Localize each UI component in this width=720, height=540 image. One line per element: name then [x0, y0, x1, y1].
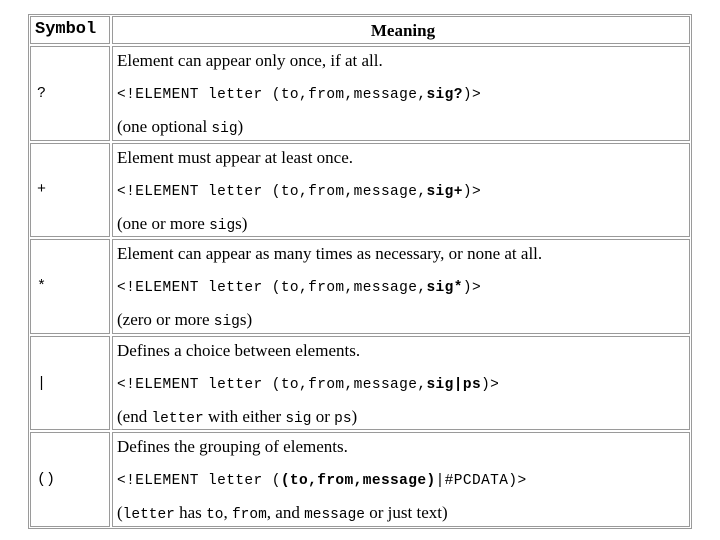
- symbol-cell: +: [30, 143, 110, 238]
- code-example: <!ELEMENT letter (to,from,message,sig?)>: [117, 87, 482, 103]
- meaning-column-header: Meaning: [112, 16, 690, 44]
- note: (letter has to, from, and message or just text): [117, 503, 448, 524]
- meaning-cell: [112, 239, 690, 334]
- symbol-cell: (): [30, 432, 110, 527]
- description: Defines a choice between elements.: [117, 340, 361, 360]
- meaning-cell: [112, 432, 690, 527]
- code-example: <!ELEMENT letter (to,from,message,sig|ps)>: [117, 376, 500, 393]
- meaning-cell: [112, 143, 690, 238]
- table-row: [29, 335, 691, 432]
- table-row: [29, 431, 691, 528]
- note: (one or more sigs): [117, 213, 248, 234]
- table-header: [29, 15, 691, 45]
- note: (zero or more sigs): [117, 310, 253, 331]
- note: (end letter with either sig or ps): [117, 406, 358, 427]
- symbol-cell: |: [30, 336, 110, 431]
- symbol-column-header: Symbol: [30, 16, 110, 44]
- description: Element can appear only once, if at all.: [117, 51, 383, 70]
- symbol-cell: *: [30, 239, 110, 334]
- symbol-meaning-table: [28, 14, 692, 529]
- description: Defines the grouping of elements.: [117, 437, 348, 457]
- meaning-cell: [112, 46, 690, 141]
- table-row: [29, 238, 691, 335]
- symbol-cell: ?: [30, 46, 110, 141]
- code-example: <!ELEMENT letter ((to,from,message)|#PCDATA)>: [117, 473, 527, 490]
- code-example: <!ELEMENT letter (to,from,message,sig*)>: [117, 280, 482, 297]
- description: Element can appear as many times as necessary, or none at all.: [117, 244, 543, 264]
- table-row: [29, 45, 691, 142]
- meaning-cell: [112, 336, 690, 431]
- description: Element must appear at least once.: [117, 147, 354, 167]
- note: (one optional sig): [117, 117, 244, 137]
- table-row: [29, 142, 691, 239]
- code-example: <!ELEMENT letter (to,from,message,sig+)>: [117, 183, 482, 200]
